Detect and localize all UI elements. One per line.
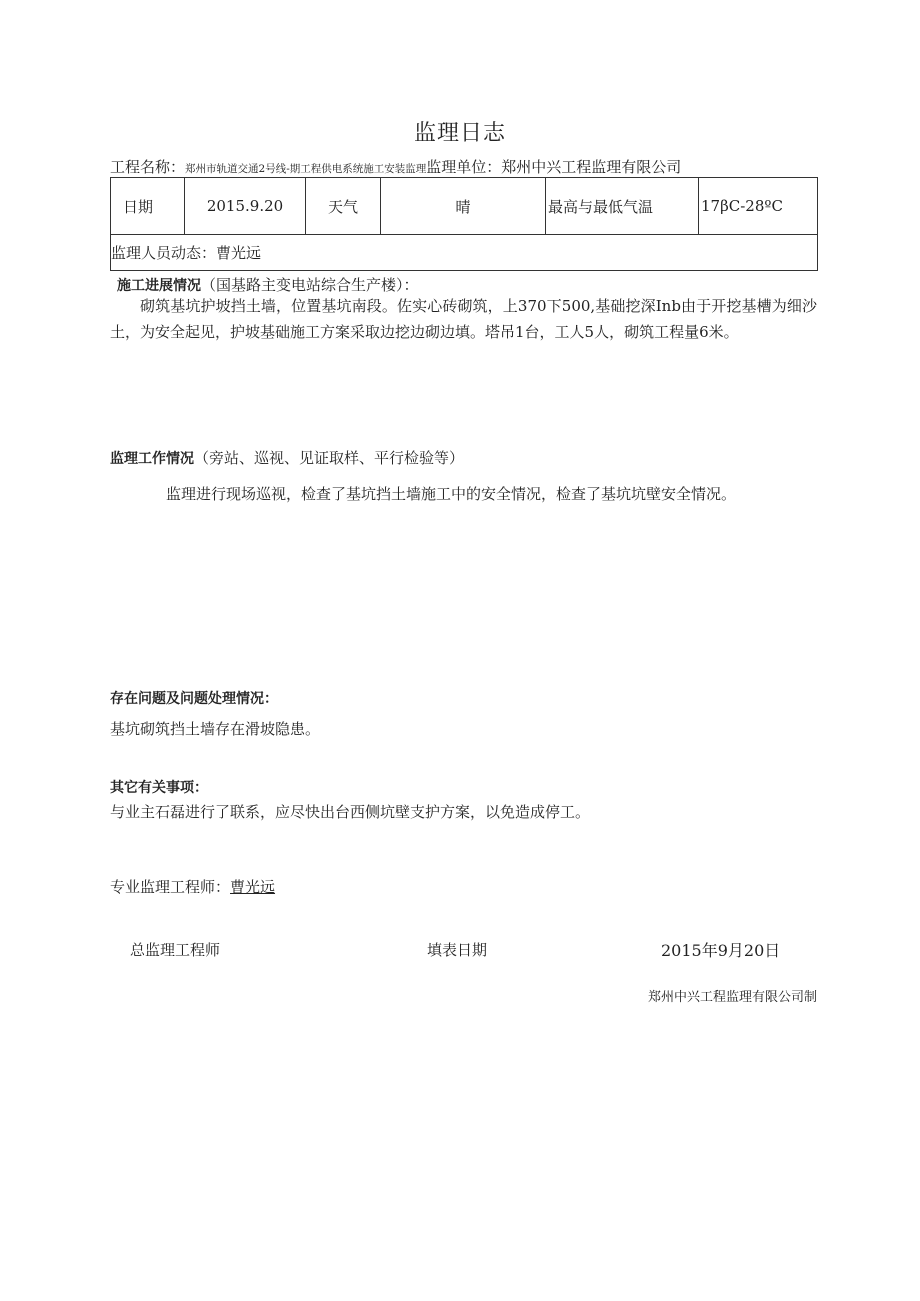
table-row (111, 178, 818, 235)
date-value: 2015.9.20 (185, 178, 306, 235)
issues-heading: 存在问题及问题处理情况： (110, 691, 278, 707)
fill-date-label: 填表日期 (427, 941, 488, 959)
info-table (110, 177, 818, 271)
chief-label: 总监理工程师 (130, 941, 221, 959)
engineer-label: 专业监理工程师： (110, 878, 231, 896)
date-label: 日期 (111, 178, 185, 235)
fill-date-value: 2015年9月20日 (661, 941, 781, 960)
staff-value: 曹光远 (216, 244, 262, 262)
engineer-line (110, 876, 275, 897)
weather-label: 天气 (306, 178, 381, 235)
supervision-note: （旁站、巡视、见证取样、平行检验等） (194, 449, 465, 467)
temp-label: 最高与最低气温 (546, 178, 699, 235)
staff-label: 监理人员动态： (111, 244, 217, 262)
progress-body: 砌筑基坑护坡挡土墙，位置基坑南段。佐实心砖砌筑，上370下500,基础挖深Inb由于开挖基槽为细沙土，为安全起见，护坡基础施工方案采取边挖边砌边填。塔吊1台，工人5人，砌筑工程量6米。 (110, 297, 817, 341)
project-label: 工程名称： (110, 158, 186, 176)
weather-value: 晴 (381, 178, 546, 235)
supervision-body: 监理进行现场巡视，检查了基坑挡土墙施工中的安全情况，检查了基坑坑壁安全情况。 (166, 485, 737, 503)
staff-cell (111, 235, 818, 271)
project-name: 郑州市轨道交通2号线-期工程供电系统施工安装监理 (185, 163, 427, 175)
other-heading: 其它有关事项： (110, 780, 208, 796)
progress-note: （国基路主变电站综合生产楼）： (201, 276, 419, 294)
footer-maker: 郑州中兴工程监理有限公司制 (647, 990, 817, 1005)
issues-body: 基坑砌筑挡土墙存在滑坡隐患。 (110, 720, 321, 738)
progress-heading-line (117, 274, 419, 295)
supervision-heading-line (110, 447, 464, 468)
progress-heading: 施工进展情况 (117, 278, 201, 294)
unit-name: 郑州中兴工程监理有限公司 (501, 158, 682, 176)
temp-value: 17βC-28ºC (699, 178, 818, 235)
other-body: 与业主石磊进行了联系，应尽快出台西侧坑壁支护方案，以免造成停工。 (110, 803, 591, 821)
page-title: 监理日志 (413, 121, 506, 146)
supervision-heading: 监理工作情况 (110, 451, 194, 467)
project-line (110, 156, 681, 177)
unit-label: 监理单位： (426, 158, 502, 176)
engineer-name: 曹光远 (230, 878, 276, 896)
table-row (111, 235, 818, 271)
